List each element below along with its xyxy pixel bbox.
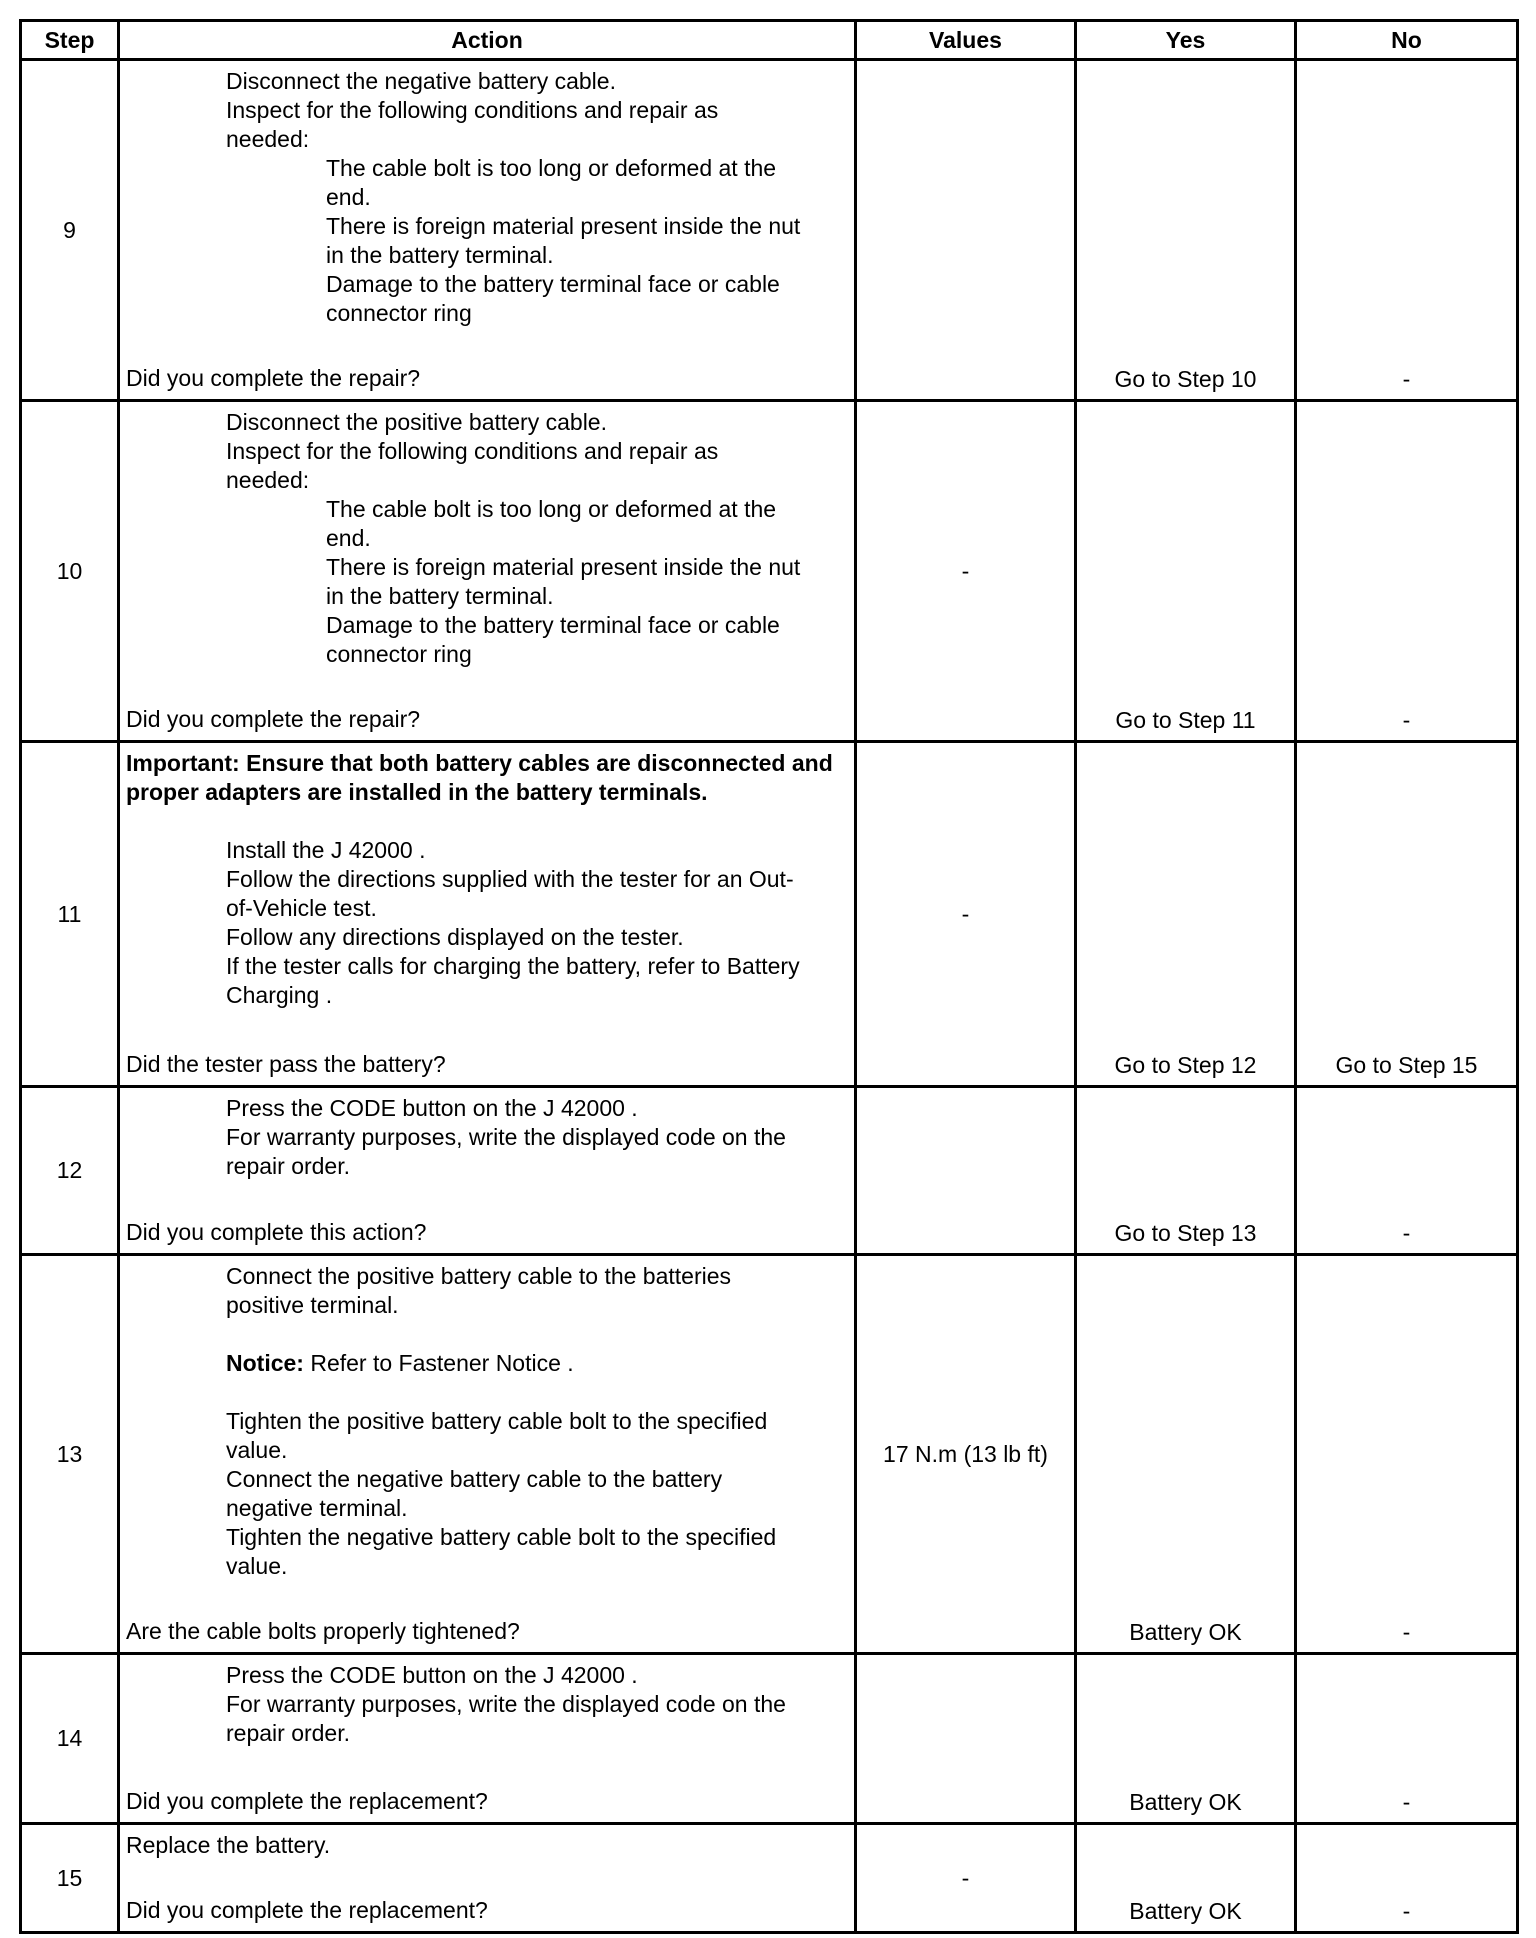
step-number: 11: [21, 742, 119, 1087]
action-line: Inspect for the following conditions and repair as: [226, 438, 719, 464]
action-cell: [119, 1654, 856, 1824]
action-question: Did you complete the repair?: [126, 706, 421, 732]
action-subline: connector ring: [326, 641, 472, 667]
action-line: repair order.: [226, 1153, 351, 1179]
header-yes: Yes: [1076, 21, 1296, 60]
action-question: Did you complete the replacement?: [126, 1788, 488, 1814]
action-line: needed:: [226, 467, 310, 493]
yes-cell: Go to Step 13: [1076, 1087, 1296, 1255]
action-subline: There is foreign material present inside the nut: [326, 213, 801, 239]
table-row-step-12: [21, 1087, 1518, 1255]
action-line: repair order.: [226, 1720, 351, 1746]
action-line: value.: [226, 1553, 288, 1579]
action-question: Did you complete the repair?: [126, 365, 421, 391]
no-cell: -: [1296, 1654, 1518, 1824]
action-line: Disconnect the negative battery cable.: [226, 68, 616, 94]
action-line: Press the CODE button on the J 42000 .: [226, 1095, 638, 1121]
table-row-step-10: [21, 401, 1518, 742]
yes-cell: Go to Step 12: [1076, 742, 1296, 1087]
action-cell: [119, 742, 856, 1087]
table-row-step-11: [21, 742, 1518, 1087]
action-cell: [119, 1255, 856, 1654]
notice-label: Notice:: [226, 1350, 304, 1376]
action-subline: The cable bolt is too long or deformed at the: [326, 155, 777, 181]
action-line: Connect the negative battery cable to the battery: [226, 1466, 723, 1492]
step-number: 9: [21, 60, 119, 401]
action-line: Inspect for the following conditions and repair as: [226, 97, 719, 123]
action-line: Press the CODE button on the J 42000 .: [226, 1662, 638, 1688]
action-subline: There is foreign material present inside the nut: [326, 554, 801, 580]
action-subline: in the battery terminal.: [326, 583, 554, 609]
action-cell: [119, 1824, 856, 1933]
action-line: value.: [226, 1437, 288, 1463]
action-line: For warranty purposes, write the displayed code on the: [226, 1124, 786, 1150]
action-subline: connector ring: [326, 300, 472, 326]
no-cell: -: [1296, 1255, 1518, 1654]
action-subline: Damage to the battery terminal face or cable: [326, 612, 780, 638]
action-line: Install the J 42000 .: [226, 837, 426, 863]
action-line: needed:: [226, 126, 310, 152]
table-row-step-14: [21, 1654, 1518, 1824]
header-step: Step: [21, 21, 119, 60]
action-cell: [119, 401, 856, 742]
action-line: of-Vehicle test.: [226, 895, 377, 921]
header-no: No: [1296, 21, 1518, 60]
step-number: 10: [21, 401, 119, 742]
no-cell: -: [1296, 401, 1518, 742]
header-action: Action: [119, 21, 856, 60]
action-line: Charging .: [226, 982, 333, 1008]
header-row: [21, 21, 1518, 60]
yes-cell: Go to Step 10: [1076, 60, 1296, 401]
value-cell: -: [856, 742, 1076, 1087]
action-line: Follow the directions supplied with the tester for an Out-: [226, 866, 794, 892]
step-number: 12: [21, 1087, 119, 1255]
no-cell: -: [1296, 1824, 1518, 1933]
yes-cell: Go to Step 11: [1076, 401, 1296, 742]
action-question: Did you complete the replacement?: [126, 1897, 488, 1923]
table-row-step-15: [21, 1824, 1518, 1933]
value-cell: [856, 60, 1076, 401]
action-cell: [119, 60, 856, 401]
action-subline: end.: [326, 525, 371, 551]
yes-cell: Battery OK: [1076, 1824, 1296, 1933]
step-number: 13: [21, 1255, 119, 1654]
yes-cell: Battery OK: [1076, 1654, 1296, 1824]
action-line: Replace the battery.: [126, 1832, 331, 1858]
action-subline: end.: [326, 184, 371, 210]
action-line: Connect the positive battery cable to the batteries: [226, 1263, 732, 1289]
action-line: Tighten the negative battery cable bolt to the specified: [226, 1524, 777, 1550]
action-line: For warranty purposes, write the displayed code on the: [226, 1691, 786, 1717]
value-cell: -: [856, 1824, 1076, 1933]
table-row-step-9: [21, 60, 1518, 401]
yes-cell: Battery OK: [1076, 1255, 1296, 1654]
action-subline: The cable bolt is too long or deformed at the: [326, 496, 777, 522]
table-row-step-13: [21, 1255, 1518, 1654]
action-line: Tighten the positive battery cable bolt to the specified: [226, 1408, 768, 1434]
action-question: Did you complete this action?: [126, 1219, 427, 1245]
header-values: Values: [856, 21, 1076, 60]
diagnostic-table: [19, 19, 1519, 1934]
notice-text: Refer to Fastener Notice .: [303, 1350, 574, 1376]
notice-line: [126, 1349, 848, 1378]
value-cell: [856, 1654, 1076, 1824]
action-line: Disconnect the positive battery cable.: [226, 409, 607, 435]
action-cell: [119, 1087, 856, 1255]
action-line: If the tester calls for charging the battery, refer to Battery: [226, 953, 800, 979]
step-number: 15: [21, 1824, 119, 1933]
important-note: Important: Ensure that both battery cables are disconnected and proper adapters are installed in the battery terminals.: [126, 750, 833, 805]
step-number: 14: [21, 1654, 119, 1824]
action-line: Follow any directions displayed on the tester.: [226, 924, 684, 950]
no-cell: -: [1296, 60, 1518, 401]
no-cell: -: [1296, 1087, 1518, 1255]
no-cell: Go to Step 15: [1296, 742, 1518, 1087]
action-question: Are the cable bolts properly tightened?: [126, 1618, 520, 1644]
action-subline: Damage to the battery terminal face or cable: [326, 271, 780, 297]
action-line: negative terminal.: [226, 1495, 408, 1521]
value-cell: -: [856, 401, 1076, 742]
action-line: positive terminal.: [226, 1292, 399, 1318]
value-cell: [856, 1087, 1076, 1255]
action-question: Did the tester pass the battery?: [126, 1051, 446, 1077]
value-cell: 17 N.m (13 lb ft): [856, 1255, 1076, 1654]
action-subline: in the battery terminal.: [326, 242, 554, 268]
